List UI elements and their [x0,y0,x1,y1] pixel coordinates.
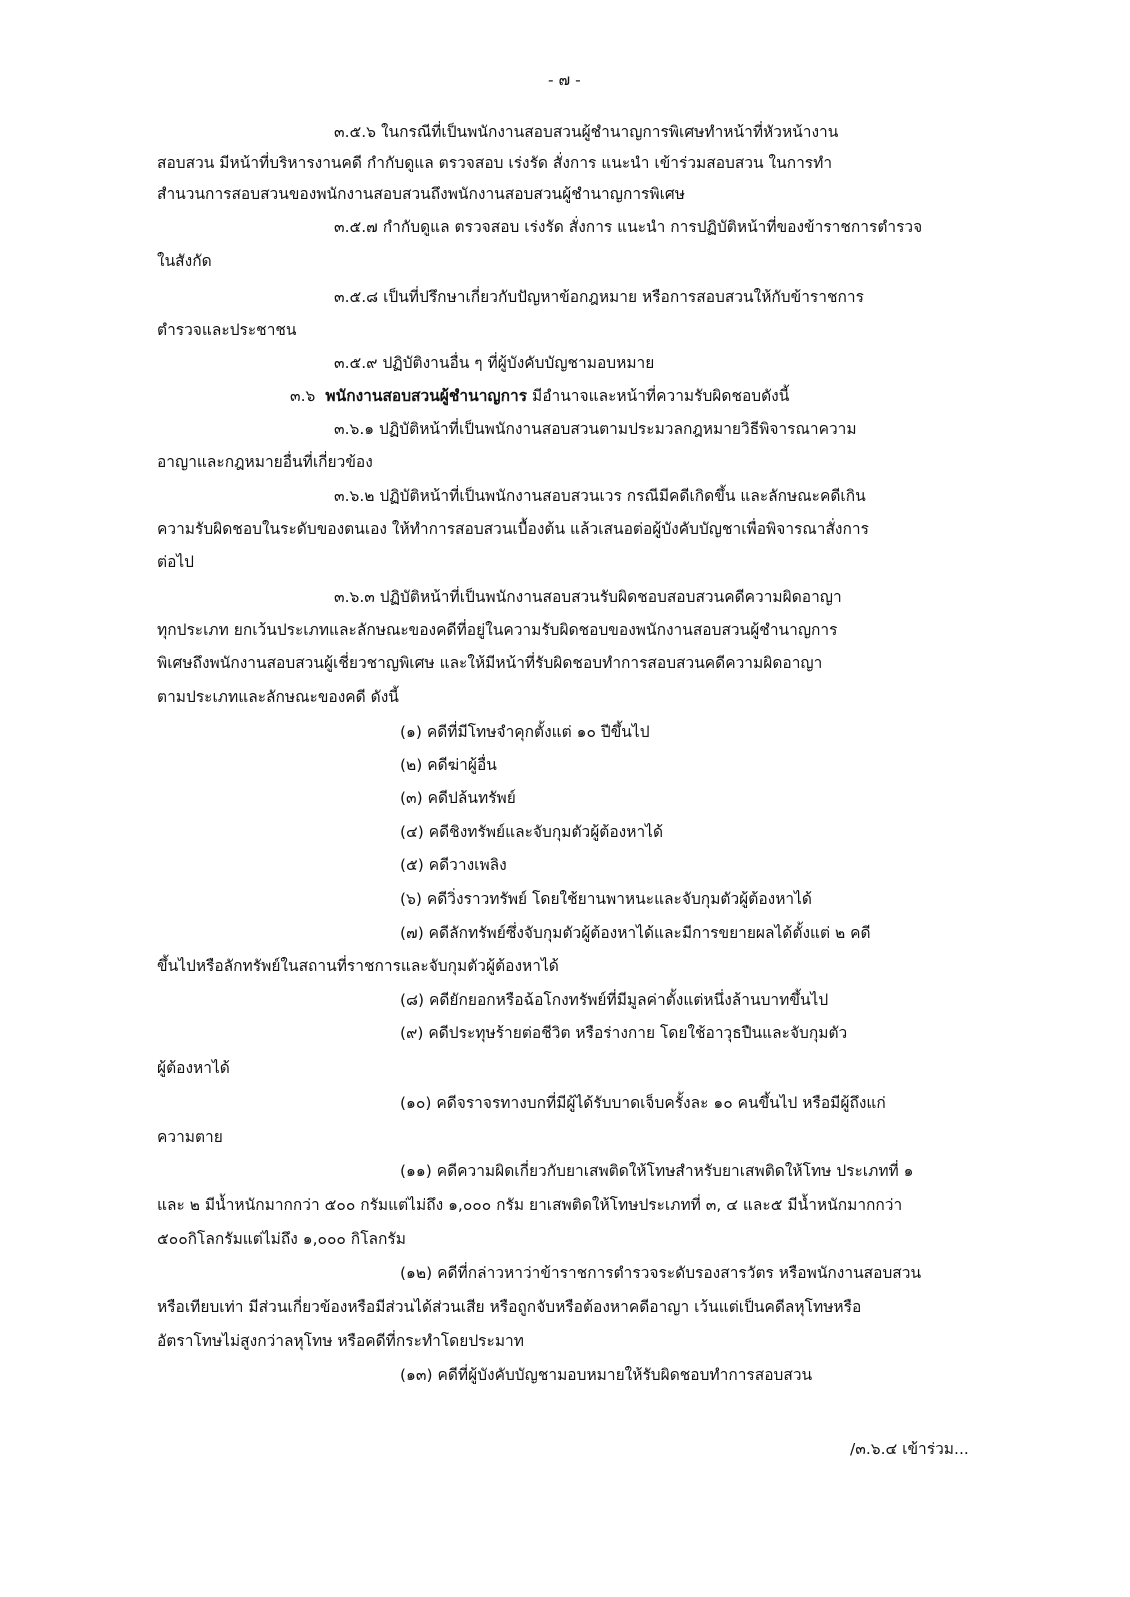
page-number: - ๗ - [548,71,581,89]
list-item: (๑๑) คดีความผิดเกี่ยวกับยาเสพติดให้โทษสำหรับยาเสพติดให้โทษ ประเภทที่ ๑ [400,1162,914,1180]
paragraph-line: ๓.๖.๒ ปฏิบัติหน้าที่เป็นพนักงานสอบสวนเวร กรณีมีคดีเกิดขึ้น และลักษณะคดีเกิน [334,487,866,505]
list-item: (๗) คดีลักทรัพย์ซึ่งจับกุมตัวผู้ต้องหาได้และมีการขยายผลได้ตั้งแต่ ๒ คดี [400,924,871,942]
list-item-continued: ๕๐๐กิโลกรัมแต่ไม่ถึง ๑,๐๐๐ กิโลกรัม [157,1230,406,1248]
paragraph-line: ๓.๕.๖ ในกรณีที่เป็นพนักงานสอบสวนผู้ชำนาญการพิเศษทำหน้าที่หัวหน้างาน [334,123,839,141]
list-item-continued: ขึ้นไปหรือลักทรัพย์ในสถานที่ราชการและจับกุมตัวผู้ต้องหาได้ [157,957,559,975]
paragraph-line: ๓.๖.๓ ปฏิบัติหน้าที่เป็นพนักงานสอบสวนรับผิดชอบสอบสวนคดีความผิดอาญา [334,588,842,606]
paragraph-line: ในสังกัด [157,252,212,270]
list-item-continued: อัตราโทษไม่สูงกว่าลหุโทษ หรือคดีที่กระทำโดยประมาท [157,1332,524,1350]
section-number: ๓.๖ [290,387,316,405]
list-item: (๑๒) คดีที่กล่าวหาว่าข้าราชการตำรวจระดับรองสารวัตร หรือพนักงานสอบสวน [400,1264,922,1282]
paragraph-line: ต่อไป [157,553,195,571]
list-item: (๔) คดีชิงทรัพย์และจับกุมตัวผู้ต้องหาได้ [400,823,664,841]
list-item: (๒) คดีฆ่าผู้อื่น [400,756,497,774]
section-heading-rest: มีอำนาจและหน้าที่ความรับผิดชอบดังนี้ [531,387,790,405]
continuation-marker: /๓.๖.๔ เข้าร่วม... [850,1440,969,1458]
paragraph-line: ความรับผิดชอบในระดับของตนเอง ให้ทำการสอบสวนเบื้องต้น แล้วเสนอต่อผู้บังคับบัญชาเพื่อพิจารณาสั่งการ [157,520,869,538]
list-item: (๘) คดียักยอกหรือฉ้อโกงทรัพย์ที่มีมูลค่าตั้งแต่หนึ่งล้านบาทขึ้นไป [400,991,829,1009]
list-item: (๓) คดีปล้นทรัพย์ [400,789,516,807]
list-item-continued: และ ๒ มีน้ำหนักมากกว่า ๕๐๐ กรัมแต่ไม่ถึง ๑,๐๐๐ กรัม ยาเสพติดให้โทษประเภทที่ ๓, ๔ และ๕ มีน้ำหนักมากกว่า [157,1196,903,1214]
list-item-continued: ความตาย [157,1128,223,1146]
paragraph-line: สำนวนการสอบสวนของพนักงานสอบสวนถึงพนักงานสอบสวนผู้ชำนาญการพิเศษ [157,185,685,203]
paragraph-line: ๓.๕.๗ กำกับดูแล ตรวจสอบ เร่งรัด สั่งการ แนะนำ การปฏิบัติหน้าที่ของข้าราชการตำรวจ [334,218,923,236]
paragraph-line: อาญาและกฎหมายอื่นที่เกี่ยวข้อง [157,453,373,471]
list-item-continued: ผู้ต้องหาได้ [157,1059,230,1077]
list-item: (๖) คดีวิ่งราวทรัพย์ โดยใช้ยานพาหนะและจับกุมตัวผู้ต้องหาได้ [400,890,812,908]
paragraph-line: ทุกประเภท ยกเว้นประเภทและลักษณะของคดีที่อยู่ในความรับผิดชอบของพนักงานสอบสวนผู้ชำนาญการ [157,621,838,639]
list-item: (๕) คดีวางเพลิง [400,856,507,874]
paragraph-line: ตำรวจและประชาชน [157,321,297,339]
list-item-continued: หรือเทียบเท่า มีส่วนเกี่ยวข้องหรือมีส่วนได้ส่วนเสีย หรือถูกจับหรือต้องหาคดีอาญา เว้นแต่เป็นคดีลหุโทษหรือ [157,1298,862,1316]
paragraph-line: ๓.๕.๙ ปฏิบัติงานอื่น ๆ ที่ผู้บังคับบัญชามอบหมาย [334,354,655,372]
paragraph-line: ๓.๖.๑ ปฏิบัติหน้าที่เป็นพนักงานสอบสวนตามประมวลกฎหมายวิธีพิจารณาความ [334,420,857,438]
list-item: (๑๐) คดีจราจรทางบกที่มีผู้ได้รับบาดเจ็บครั้งละ ๑๐ คนขึ้นไป หรือมีผู้ถึงแก่ [400,1094,886,1112]
list-item: (๙) คดีประทุษร้ายต่อชีวิต หรือร่างกาย โดยใช้อาวุธปืนและจับกุมตัว [400,1024,848,1042]
list-item: (๑) คดีที่มีโทษจำคุกตั้งแต่ ๑๐ ปีขึ้นไป [400,723,650,741]
paragraph-line: ๓.๕.๘ เป็นที่ปรึกษาเกี่ยวกับปัญหาข้อกฎหมาย หรือการสอบสวนให้กับข้าราชการ [334,288,864,306]
section-title: พนักงานสอบสวนผู้ชำนาญการ [325,387,528,405]
paragraph-line: สอบสวน มีหน้าที่บริหารงานคดี กำกับดูแล ตรวจสอบ เร่งรัด สั่งการ แนะนำ เข้าร่วมสอบสวน ในการทำ [157,154,833,172]
list-item: (๑๓) คดีที่ผู้บังคับบัญชามอบหมายให้รับผิดชอบทำการสอบสวน [400,1366,813,1384]
paragraph-line: ตามประเภทและลักษณะของคดี ดังนี้ [157,688,399,706]
paragraph-line: พิเศษถึงพนักงานสอบสวนผู้เชี่ยวชาญพิเศษ และให้มีหน้าที่รับผิดชอบทำการสอบสวนคดีความผิดอาญา [157,654,823,672]
section-heading [290,384,789,408]
